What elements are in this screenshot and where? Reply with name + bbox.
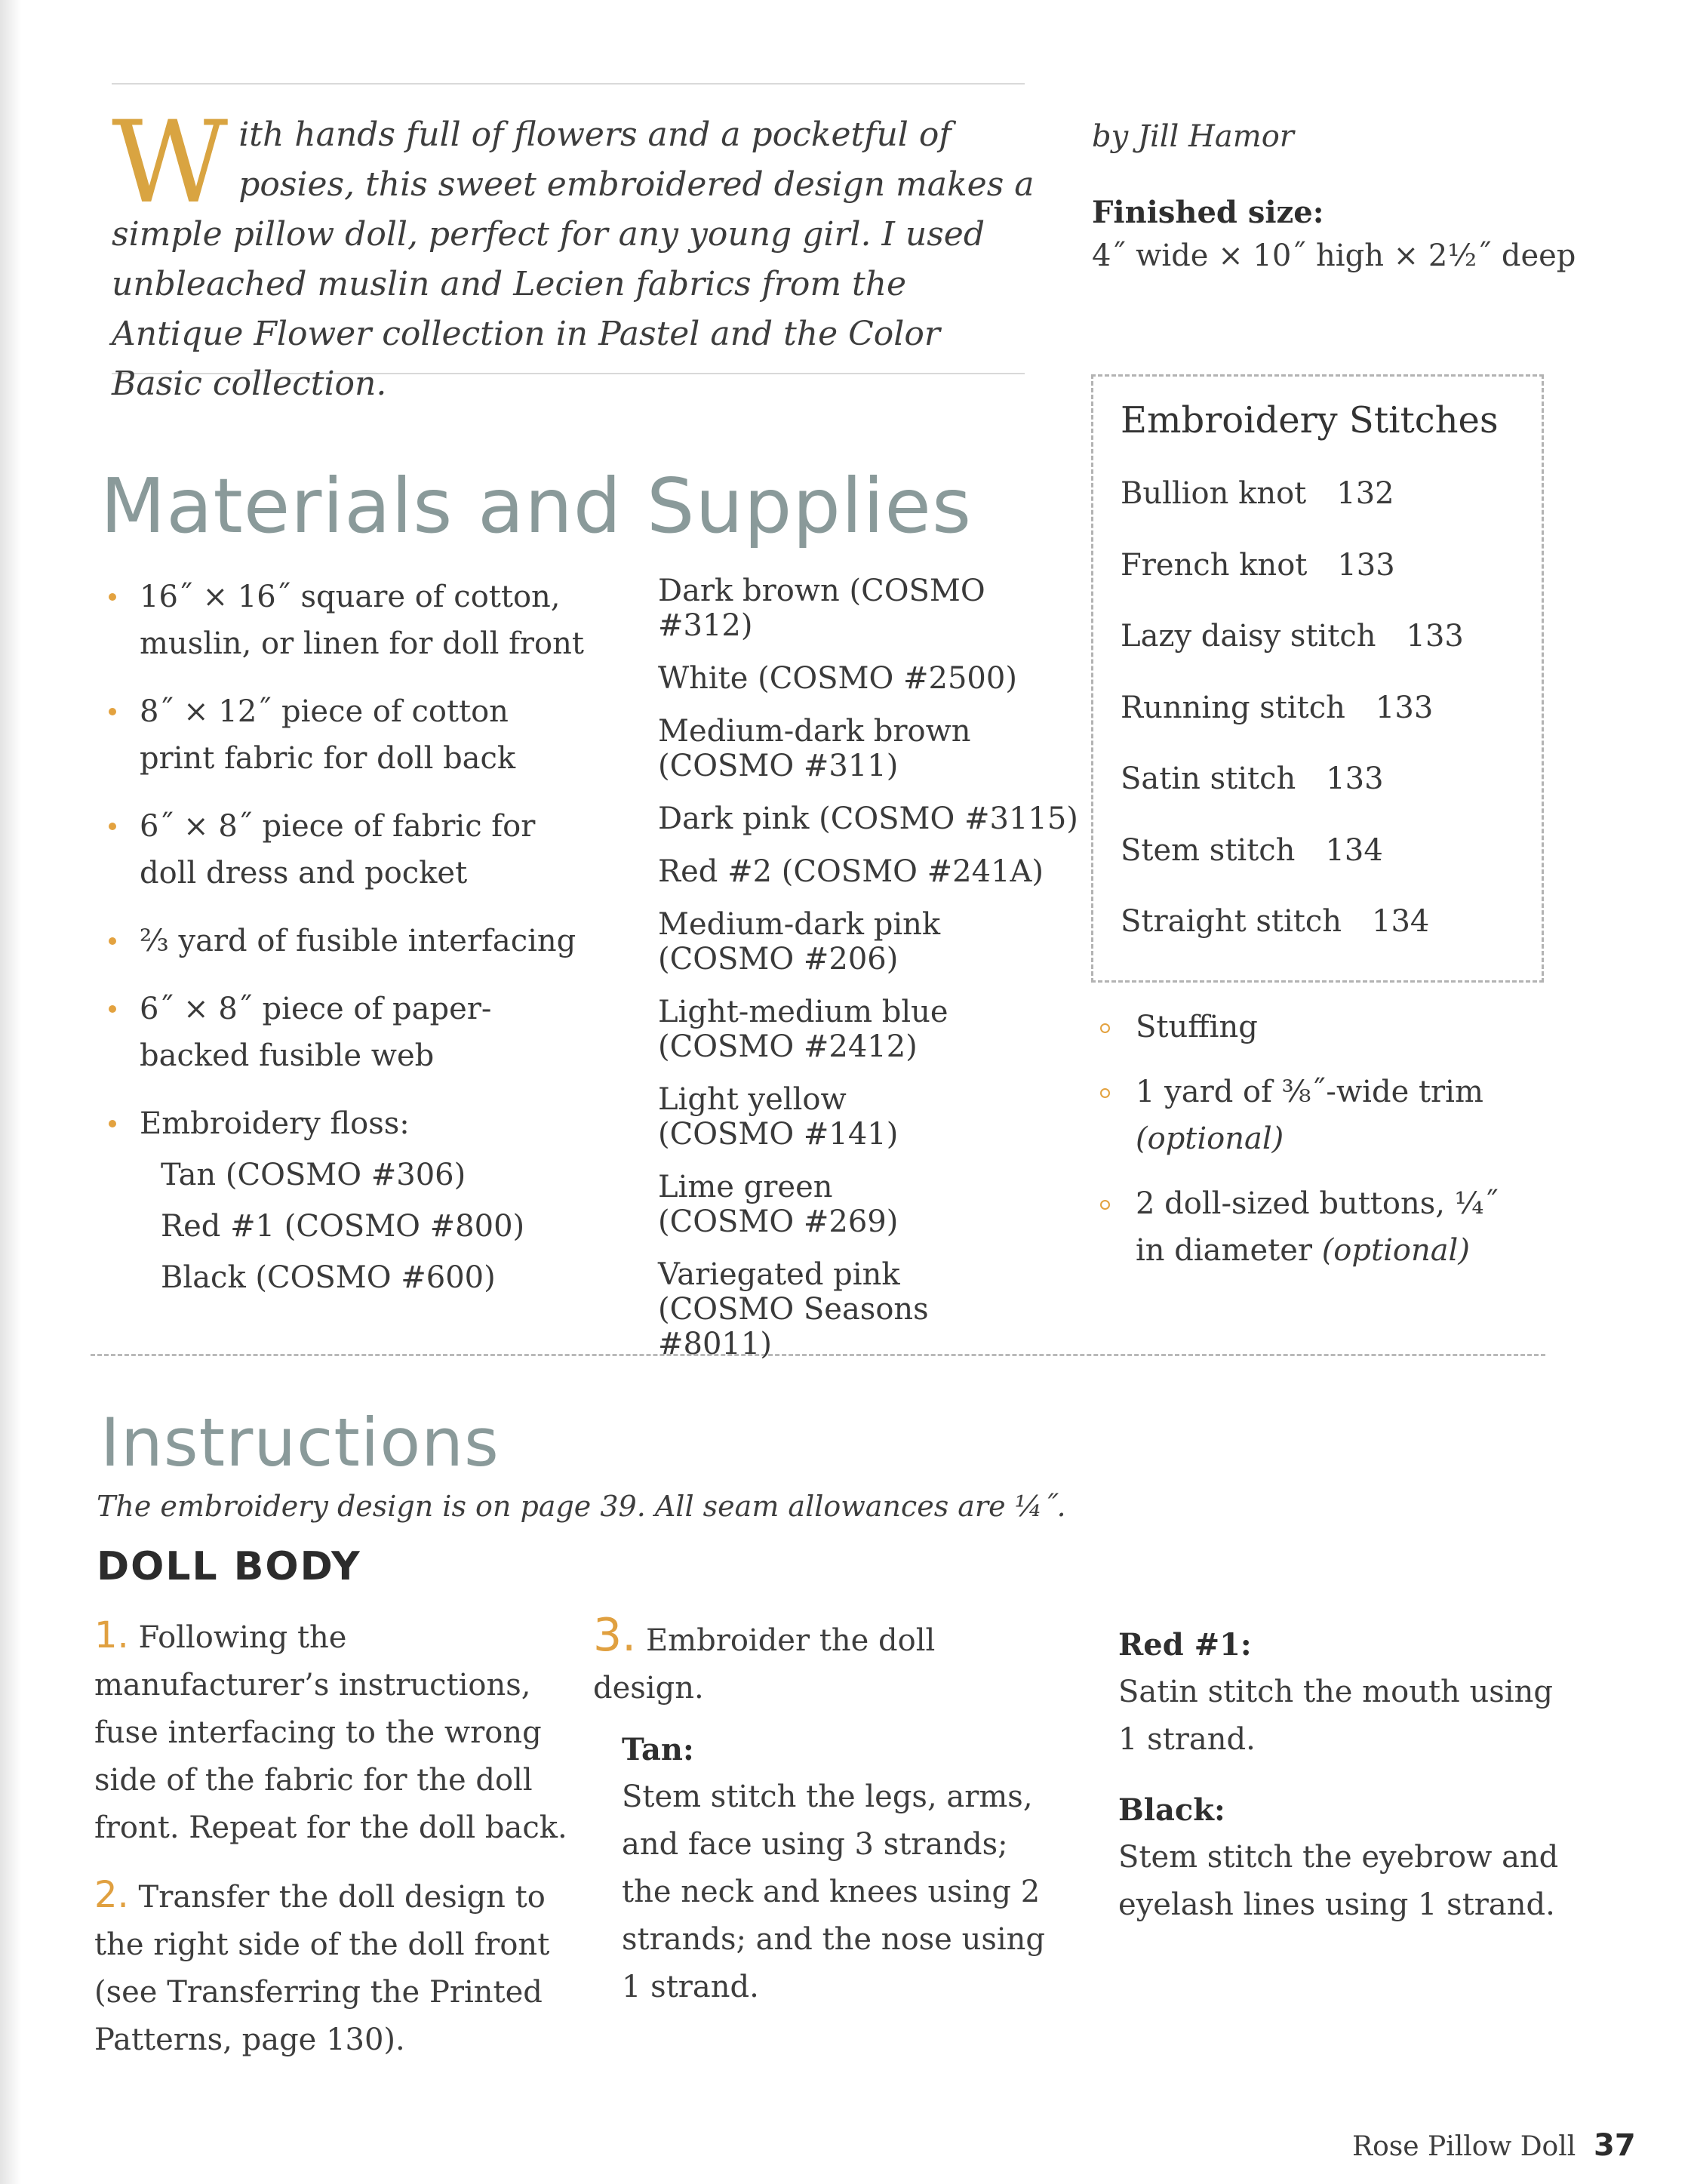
step-text: Transfer the doll design to the right side of the doll front (see Transferring the Printed Patterns, page 130). (94, 1880, 550, 2057)
red-text: Satin stitch the mouth using 1 strand. (1118, 1675, 1553, 1757)
material-text: ⅔ yard of fusible interfacing (140, 924, 576, 958)
stitch-page: 133 (1326, 761, 1384, 796)
instructions-subtitle: The embroidery design is on page 39. All seam allowances are ¼˝. (97, 1490, 1066, 1523)
bullet-icon (1100, 1023, 1110, 1033)
step-2 (94, 1872, 570, 2064)
bullet-icon (1100, 1088, 1110, 1098)
black-label: Black: (1118, 1792, 1225, 1828)
instructions-column-3 (1118, 1621, 1571, 1952)
material-item (106, 574, 589, 667)
stitch-name: Stem stitch (1121, 832, 1296, 868)
stitch-name: Straight stitch (1121, 904, 1342, 939)
material-text: 6˝ × 8˝ piece of paper-backed fusible web (140, 992, 492, 1073)
page-number: 37 (1594, 2128, 1636, 2163)
step-text: Embroider the doll design. (593, 1623, 936, 1706)
intro-paragraph (112, 97, 1036, 409)
black-text: Stem stitch the eyebrow and eyelash lines using 1 strand. (1118, 1840, 1559, 1922)
stitch-page: 133 (1337, 547, 1395, 583)
red-block (1118, 1621, 1571, 1764)
optional-note: (optional) (1136, 1121, 1284, 1156)
step-1 (94, 1612, 570, 1852)
red-label: Red #1: (1118, 1627, 1252, 1663)
materials-list-middle (658, 574, 1081, 1380)
bullet-icon (109, 823, 116, 830)
stitch-item (1121, 760, 1464, 832)
floss-item: Medium-dark pink (COSMO #206) (658, 907, 941, 977)
material-item (106, 1100, 589, 1147)
drop-cap: W (112, 97, 229, 229)
floss-item: Tan (COSMO #306) (161, 1158, 466, 1192)
stitch-page: 133 (1406, 619, 1464, 654)
materials-list-left (106, 574, 589, 1301)
material-text: 2 doll-sized buttons, ¼˝ in diameter (1136, 1186, 1499, 1268)
floss-item: Dark pink (COSMO #3115) (658, 801, 1078, 836)
stitch-name: Satin stitch (1121, 761, 1296, 796)
bullet-icon (109, 1120, 116, 1127)
step-number: 2. (94, 1874, 129, 1916)
material-text: 16˝ × 16˝ square of cotton, muslin, or linen for doll front (140, 580, 584, 661)
stitch-name: French knot (1121, 547, 1308, 583)
material-text: Stuffing (1136, 1010, 1258, 1044)
instructions-column-2 (593, 1609, 1046, 2011)
stitch-item (1121, 475, 1464, 546)
material-item (1094, 1069, 1577, 1162)
floss-item: Red #2 (COSMO #241A) (658, 854, 1044, 889)
floss-item: Light yellow (COSMO #141) (658, 1082, 899, 1152)
stitch-page: 134 (1325, 832, 1383, 868)
material-item (106, 688, 589, 782)
bullet-icon (1100, 1200, 1110, 1210)
floss-item: Variegated pink (COSMO Seasons #8011) (658, 1257, 929, 1361)
bullet-icon (109, 593, 116, 601)
stitch-page: 133 (1375, 690, 1434, 725)
intro-text: ith hands full of flowers and a pocketful of posies, this sweet embroidered design makes a simple pillow doll, perfect for any young girl. I used unbleached muslin and Lecien fabrics from the Antique Flower collection in Pastel and the Color Basic collection. (112, 115, 1035, 403)
stitch-page: 134 (1372, 904, 1430, 939)
floss-item: Dark brown (COSMO #312) (658, 574, 985, 643)
stitch-item (1121, 617, 1464, 689)
tan-label: Tan: (622, 1732, 694, 1767)
embroidery-stitches-box (1091, 374, 1544, 983)
bullet-icon (109, 937, 116, 945)
material-text: Embroidery floss: (140, 1106, 410, 1141)
floss-item: Black (COSMO #600) (161, 1260, 496, 1295)
finished-size-label: Finished size: (1092, 195, 1324, 230)
stitch-page: 132 (1336, 476, 1394, 511)
material-item (106, 918, 589, 964)
instructions-column-1 (94, 1612, 570, 2084)
step-number: 1. (94, 1614, 129, 1656)
author-byline: by Jill Hamor (1092, 119, 1294, 154)
stitch-item (1121, 689, 1464, 761)
step-number: 3. (593, 1609, 637, 1662)
stitch-name: Bullion knot (1121, 476, 1307, 511)
page-binding-shadow (0, 0, 21, 2184)
stitches-title: Embroidery Stitches (1121, 399, 1499, 441)
floss-item: White (COSMO #2500) (658, 661, 1017, 696)
stitches-list (1121, 475, 1464, 974)
black-block (1118, 1786, 1571, 1929)
material-text: 6˝ × 8˝ piece of fabric for doll dress and pocket (140, 809, 536, 891)
step-text: Following the manufacturer’s instructions, fuse interfacing to the wrong side of the fabric for the doll front. Repeat for the doll back. (94, 1620, 567, 1845)
bullet-icon (109, 708, 116, 715)
floss-item: Medium-dark brown (COSMO #311) (658, 714, 971, 783)
tan-block (593, 1726, 1046, 2011)
doll-body-heading: DOLL BODY (97, 1544, 361, 1589)
top-rule (112, 83, 1025, 85)
stitch-item (1121, 903, 1464, 974)
stitch-name: Lazy daisy stitch (1121, 619, 1376, 654)
materials-heading: Materials and Supplies (100, 462, 973, 550)
stitch-name: Running stitch (1121, 690, 1345, 725)
material-item (106, 986, 589, 1079)
material-text: 1 yard of ⅜˝-wide trim (1136, 1075, 1483, 1109)
finished-size-value: 4˝ wide × 10˝ high × 2½˝ deep (1092, 238, 1576, 273)
stitch-item (1121, 832, 1464, 903)
material-item (1094, 1180, 1528, 1274)
stitch-item (1121, 546, 1464, 618)
footer-title: Rose Pillow Doll (1352, 2131, 1576, 2162)
materials-list-right (1094, 1004, 1577, 1295)
optional-note: (optional) (1321, 1233, 1470, 1268)
material-item (106, 803, 589, 897)
floss-item: Lime green (COSMO #269) (658, 1170, 899, 1239)
step-3 (593, 1609, 1046, 1712)
material-item (1094, 1004, 1577, 1050)
material-text: 8˝ × 12˝ piece of cotton print fabric for doll back (140, 694, 516, 776)
floss-item: Red #1 (COSMO #800) (161, 1209, 525, 1244)
tan-text: Stem stitch the legs, arms, and face using 3 strands; the neck and knees using 2 strands; and the nose using 1 strand. (622, 1779, 1046, 2004)
floss-item: Light-medium blue (COSMO #2412) (658, 995, 948, 1064)
bullet-icon (109, 1005, 116, 1013)
instructions-heading: Instructions (100, 1404, 500, 1481)
